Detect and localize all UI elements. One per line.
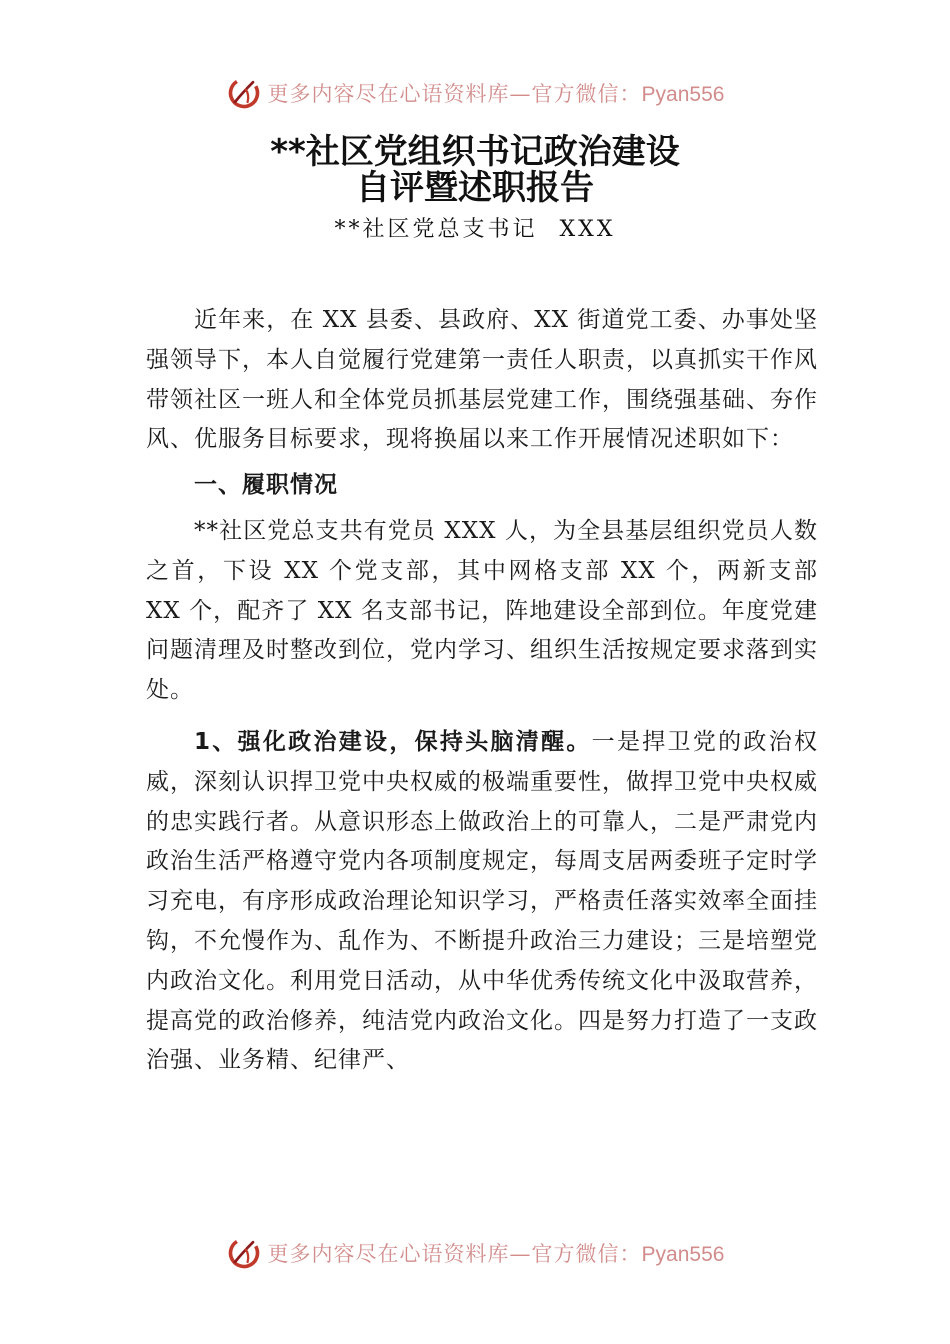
watermark-wechat-id: Pyan556 [641, 83, 725, 106]
watermark-wechat-id: Pyan556 [641, 1243, 725, 1266]
item1-paragraph [146, 723, 818, 1081]
item1-text: 一是捍卫党的政治权威，深刻认识捍卫党中央权威的极端重要性，做捍卫党中央权威的忠实践行者。从意识形态上做政治上的可靠人，二是严肃党内政治生活严格遵守党内各项制度规定，每周支居两委班子定时学习充电，有序形成政治理论知识学习，严格责任落实效率全面挂钩，不允慢作为、乱作为、不断提升政治三力建设；三是培塑党内政治文化。利用党日活动，从中华优秀传统文化中汲取营养，提高党的政治修养，纯洁党内政治文化。四是努力打造了一支政治强、业务精、纪律严、 [146, 728, 818, 1074]
item1-lead: 1、强化政治建设，保持头脑清醒。 [194, 728, 592, 755]
brush-circle-logo-icon [226, 1235, 262, 1271]
document-title-line2: 自评暨述职报告 [356, 168, 594, 208]
author-role: **社区党总支书记 [334, 217, 538, 242]
watermark-banner-top [0, 71, 950, 115]
intro-paragraph: 近年来，在 XX 县委、县政府、XX 街道党工委、办事处坚强领导下，本人自觉履行党建第一责任人职责，以真抓实干作风带领社区一班人和全体党员抓基层党建工作，围绕强基础、夯作风、优服务目标要求，现将换届以来工作开展情况述职如下： [146, 307, 818, 453]
author-name: XXX [559, 217, 616, 242]
document-title-line1: **社区党组织书记政治建设 [270, 132, 680, 172]
document-body [146, 301, 818, 1081]
watermark-text: 更多内容尽在心语资料库—官方微信：Pyan556 [267, 82, 725, 106]
watermark-text: 更多内容尽在心语资料库—官方微信：Pyan556 [267, 1242, 725, 1266]
section1-paragraph: **社区党总支共有党员 XXX 人，为全县基层组织党员人数之首，下设 XX 个党支部，其中网格支部 XX 个，两新支部 XX 个，配齐了 XX 名支部书记，阵地建设全部到位。年度党建问题清理及时整改到位，党内学习、组织生活按规定要求落到实处。 [146, 517, 818, 704]
document-author [0, 212, 950, 243]
brush-circle-logo-icon [226, 75, 262, 111]
watermark-banner-bottom [0, 1231, 950, 1275]
section-heading-performance: 一、履职情况 [194, 472, 338, 499]
